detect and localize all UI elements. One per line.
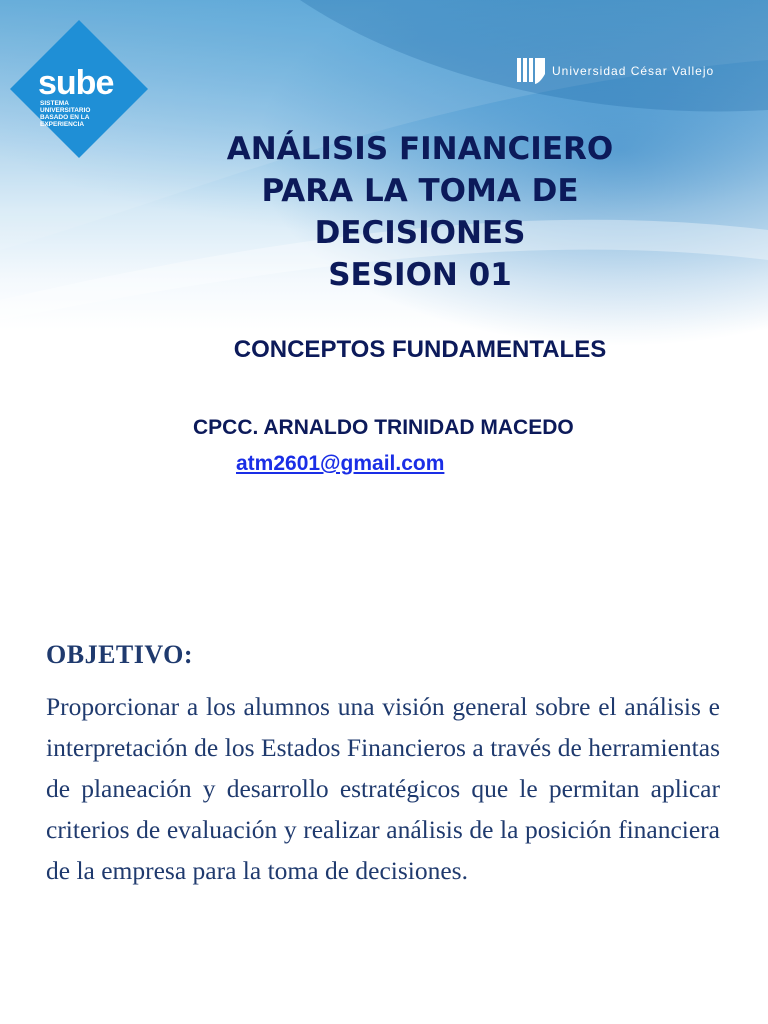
sube-logo-tagline: SISTEMA UNIVERSITARIO BASADO EN LA EXPERIENCIA xyxy=(40,100,91,128)
university-name: Universidad César Vallejo xyxy=(552,64,715,78)
title-line: SESION 01 xyxy=(328,257,512,293)
email-link[interactable]: atm2601@gmail.com xyxy=(236,452,445,475)
sube-logo-text: sube xyxy=(38,64,114,102)
page-title xyxy=(110,128,730,296)
objective-paragraph: Proporcionar a los alumnos una visión general sobre el análisis e interpretación de los Estados Financieros a través de herramientas de planeación y desarrollo estratégicos que le permitan aplicar criterios de evaluación y realizar análisis de la posición financiera de la empresa para la toma de decisiones. xyxy=(46,692,720,885)
title-line: ANÁLISIS FINANCIERO xyxy=(226,131,614,167)
author-name: CPCC. ARNALDO TRINIDAD MACEDO xyxy=(193,416,574,439)
ucv-shield-icon xyxy=(516,56,546,86)
title-line: PARA LA TOMA DE xyxy=(261,173,579,209)
title-line: DECISIONES xyxy=(314,215,526,251)
subtitle: CONCEPTOS FUNDAMENTALES xyxy=(233,336,607,363)
objective-heading: OBJETIVO: xyxy=(46,640,194,669)
